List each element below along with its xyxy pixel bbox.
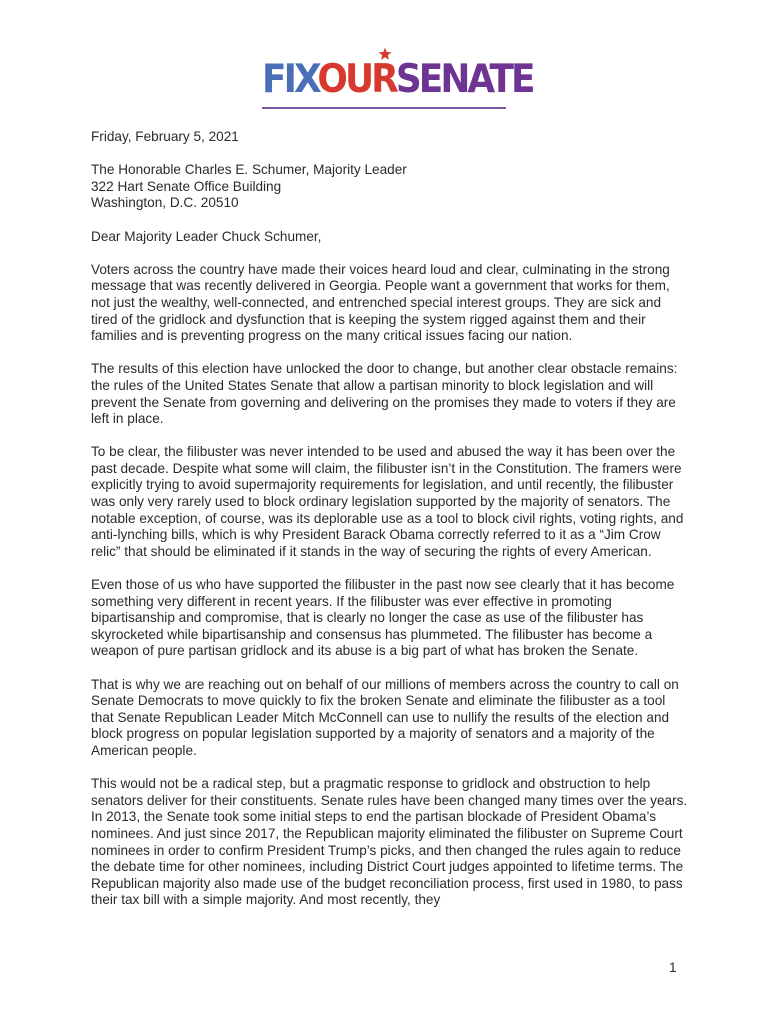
logo-fix: FIX <box>262 57 318 102</box>
paragraph: That is why we are reaching out on behalf of our millions of members across the country to call on Senate Democrats to move quickly to fix the broken Senate and eliminate the filibuster as a tool that Senate Republican Leader Mitch McConnell can use to nullify the results of the election and block progress on popular legislation supported by a majority of senators and a majority of the American people. <box>91 676 679 758</box>
paragraph: The results of this election have unlocked the door to change, but another clear obstacle remains: the rules of the United States Senate that allow a partisan minority to block legislation and will prevent the Senate from governing and delivering on the promises they made to voters if they are left in place. <box>91 361 678 427</box>
salutation: Dear Majority Leader Chuck Schumer, <box>91 228 322 244</box>
logo-underline <box>262 107 506 109</box>
address-line: Washington, D.C. 20510 <box>91 195 239 211</box>
paragraph: Even those of us who have supported the filibuster in the past now see clearly that it has become something very different in recent years. If the filibuster was ever effective in promoting bipartisanship and compromise, that is clearly no longer the case as use of the filibuster has skyrocketed while bipartisanship and consensus has plummeted. The filibuster has become a weapon of pure partisan gridlock and its abuse is a big part of what has broken the Senate. <box>91 577 675 659</box>
paragraph: To be clear, the filibuster was never intended to be used and abused the way it has been over the past decade. Despite what some will claim, the filibuster isn’t in the Constitution. The framers were explicitly trying to avoid supermajority requirements for legislation, and until recently, the filibuster was only very rarely used to block ordinary legislation supported by the majority of senators. The notable exception, of course, was its deplorable use as a tool to block civil rights, voting rights, and anti-lynching bills, which is why President Barack Obama correctly referred to it as a “Jim Crow relic” that should be eliminated if it stands in the way of securing the rights of every American. <box>91 444 684 559</box>
letter-body <box>91 129 691 926</box>
logo-our: OUR <box>317 57 396 102</box>
logo-wordmark <box>262 57 533 103</box>
address-line: The Honorable Charles E. Schumer, Majority Leader <box>91 162 407 178</box>
logo-senate: SENATE <box>395 57 533 102</box>
paragraph: Voters across the country have made their voices heard loud and clear, culminating in the strong message that was recently delivered in Georgia. People want a government that works for them, not just the wealthy, well-connected, and entrenched special interest groups. They are sick and tired of the gridlock and dysfunction that is keeping the system rigged against them and their families and is preventing progress on the many critical issues facing our nation. <box>91 261 670 344</box>
page-number: 1 <box>669 960 677 975</box>
address-line: 322 Hart Senate Office Building <box>91 178 282 194</box>
paragraph: This would not be a radical step, but a pragmatic response to gridlock and obstruction to help senators deliver for their constituents. Senate rules have been changed many times over the years. In 2013, the Senate took some initial steps to end the partisan blockade of President Obama’s nominees. And just since 2017, the Republican majority eliminated the filibuster on Supreme Court nominees in order to confirm President Trump’s picks, and then changed the rules again to reduce the debate time for other nominees, including District Court judges appointed to lifetime terms. The Republican majority also made use of the budget reconciliation process, first used in 1980, to pass their tax bill with a simple majority. And most recently, they <box>91 776 688 908</box>
fix-our-senate-logo <box>262 47 533 109</box>
recipient-address <box>91 162 691 212</box>
letter-date: Friday, February 5, 2021 <box>91 129 239 144</box>
